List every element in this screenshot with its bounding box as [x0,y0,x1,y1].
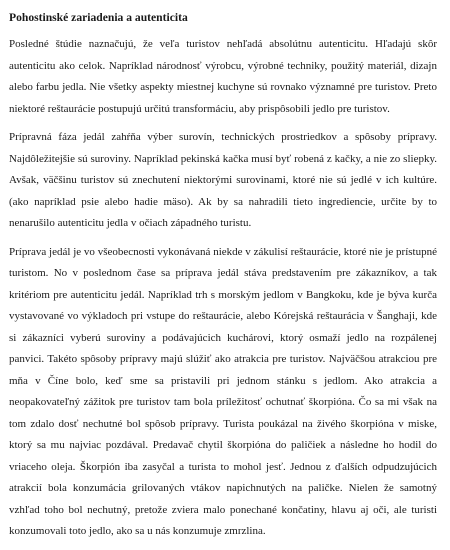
document-page [9,10,437,550]
paragraph-3: Príprava jedál je vo všeobecnosti vykonávaná niekde v zákulisí reštaurácie, ktoré nie je prístupné turistom. No v poslednom čase sa príprava jedál stáva predstavením pre zákazníkov, a tak kritériom pre autenticitu jedál. Napríklad trh s morským jedlom v Bangkoku, kde je býva kurča vystavované vo výkladoch pri vstupe do reštaurácie, alebo Kórejská reštaurácia v Šanghaji, kde si zákazníci vyberú suroviny a podávajúcich kuchárovi, ktorý osmaží jedlo na rozpálenej panvici. Takéto spôsoby prípravy majú slúžiť ako atrakcia pre turistov. Najväčšou atrakciou pre mňa v Číne bolo, keď sme sa pristavili pri jednom stánku s jedlom. Ako atrakcia a neopakovateľný zážitok pre turistov tam bola príležitosť ochutnať škorpióna. Čo sa mi však na tom zdalo dosť nechutné bol spôsob prípravy. Turista poukázal na živého škorpióna v miske, ktorý sa mu najviac pozdával. Predavač chytil škorpióna do paličiek a následne ho hodil do vriaceho oleja. Škorpión iba zasyčal a turista to mohol jesť. Jednou z ďalších odpudzujúcich atrakcií bola konzumácia grilovaných vtákov napichnutých na paličke. Nielen že samotný vzhľad toho bol nechutný, pretože zviera malo ponechané končatiny, hlavu aj oči, ale turisti konzumovali toto jedlo, ako sa u nás konzumuje zmrzlina. [9,245,437,537]
paragraph-2: Prípravná fáza jedál zahŕňa výber surovín, technických prostriedkov a spôsoby prípravy. Najdôležitejšie sú suroviny. Napríklad pekinská kačka musí byť robená z kačky, a nie zo sliepky. Avšak, väčšinu turistov sú znechutení niektorými surovinami, ktoré nie sú jedlé v ich kultúre. (ako napríklad psie alebo hadie mäso). Ak by sa nahradili tieto ingrediencie, určite by to nenarušilo autenticitu jedla v očiach západného turistu. [9,131,437,229]
paragraph-1: Posledné štúdie naznačujú, že veľa turistov nehľadá absolútnu autenticitu. Hľadajú skôr autenticitu ako celok. Napríklad národnosť výrobcu, výrobné techniky, použitý materiál, dizajn alebo farbu jedla. Nie všetky aspekty miestnej kuchyne sú rovnako významné pre turistov. Preto niektoré reštaurácie postupujú určitú transformáciu, aby prispôsobili jedlo pre turistov. [9,38,437,115]
section-heading: Pohostinské zariadenia a autenticita [9,11,188,24]
